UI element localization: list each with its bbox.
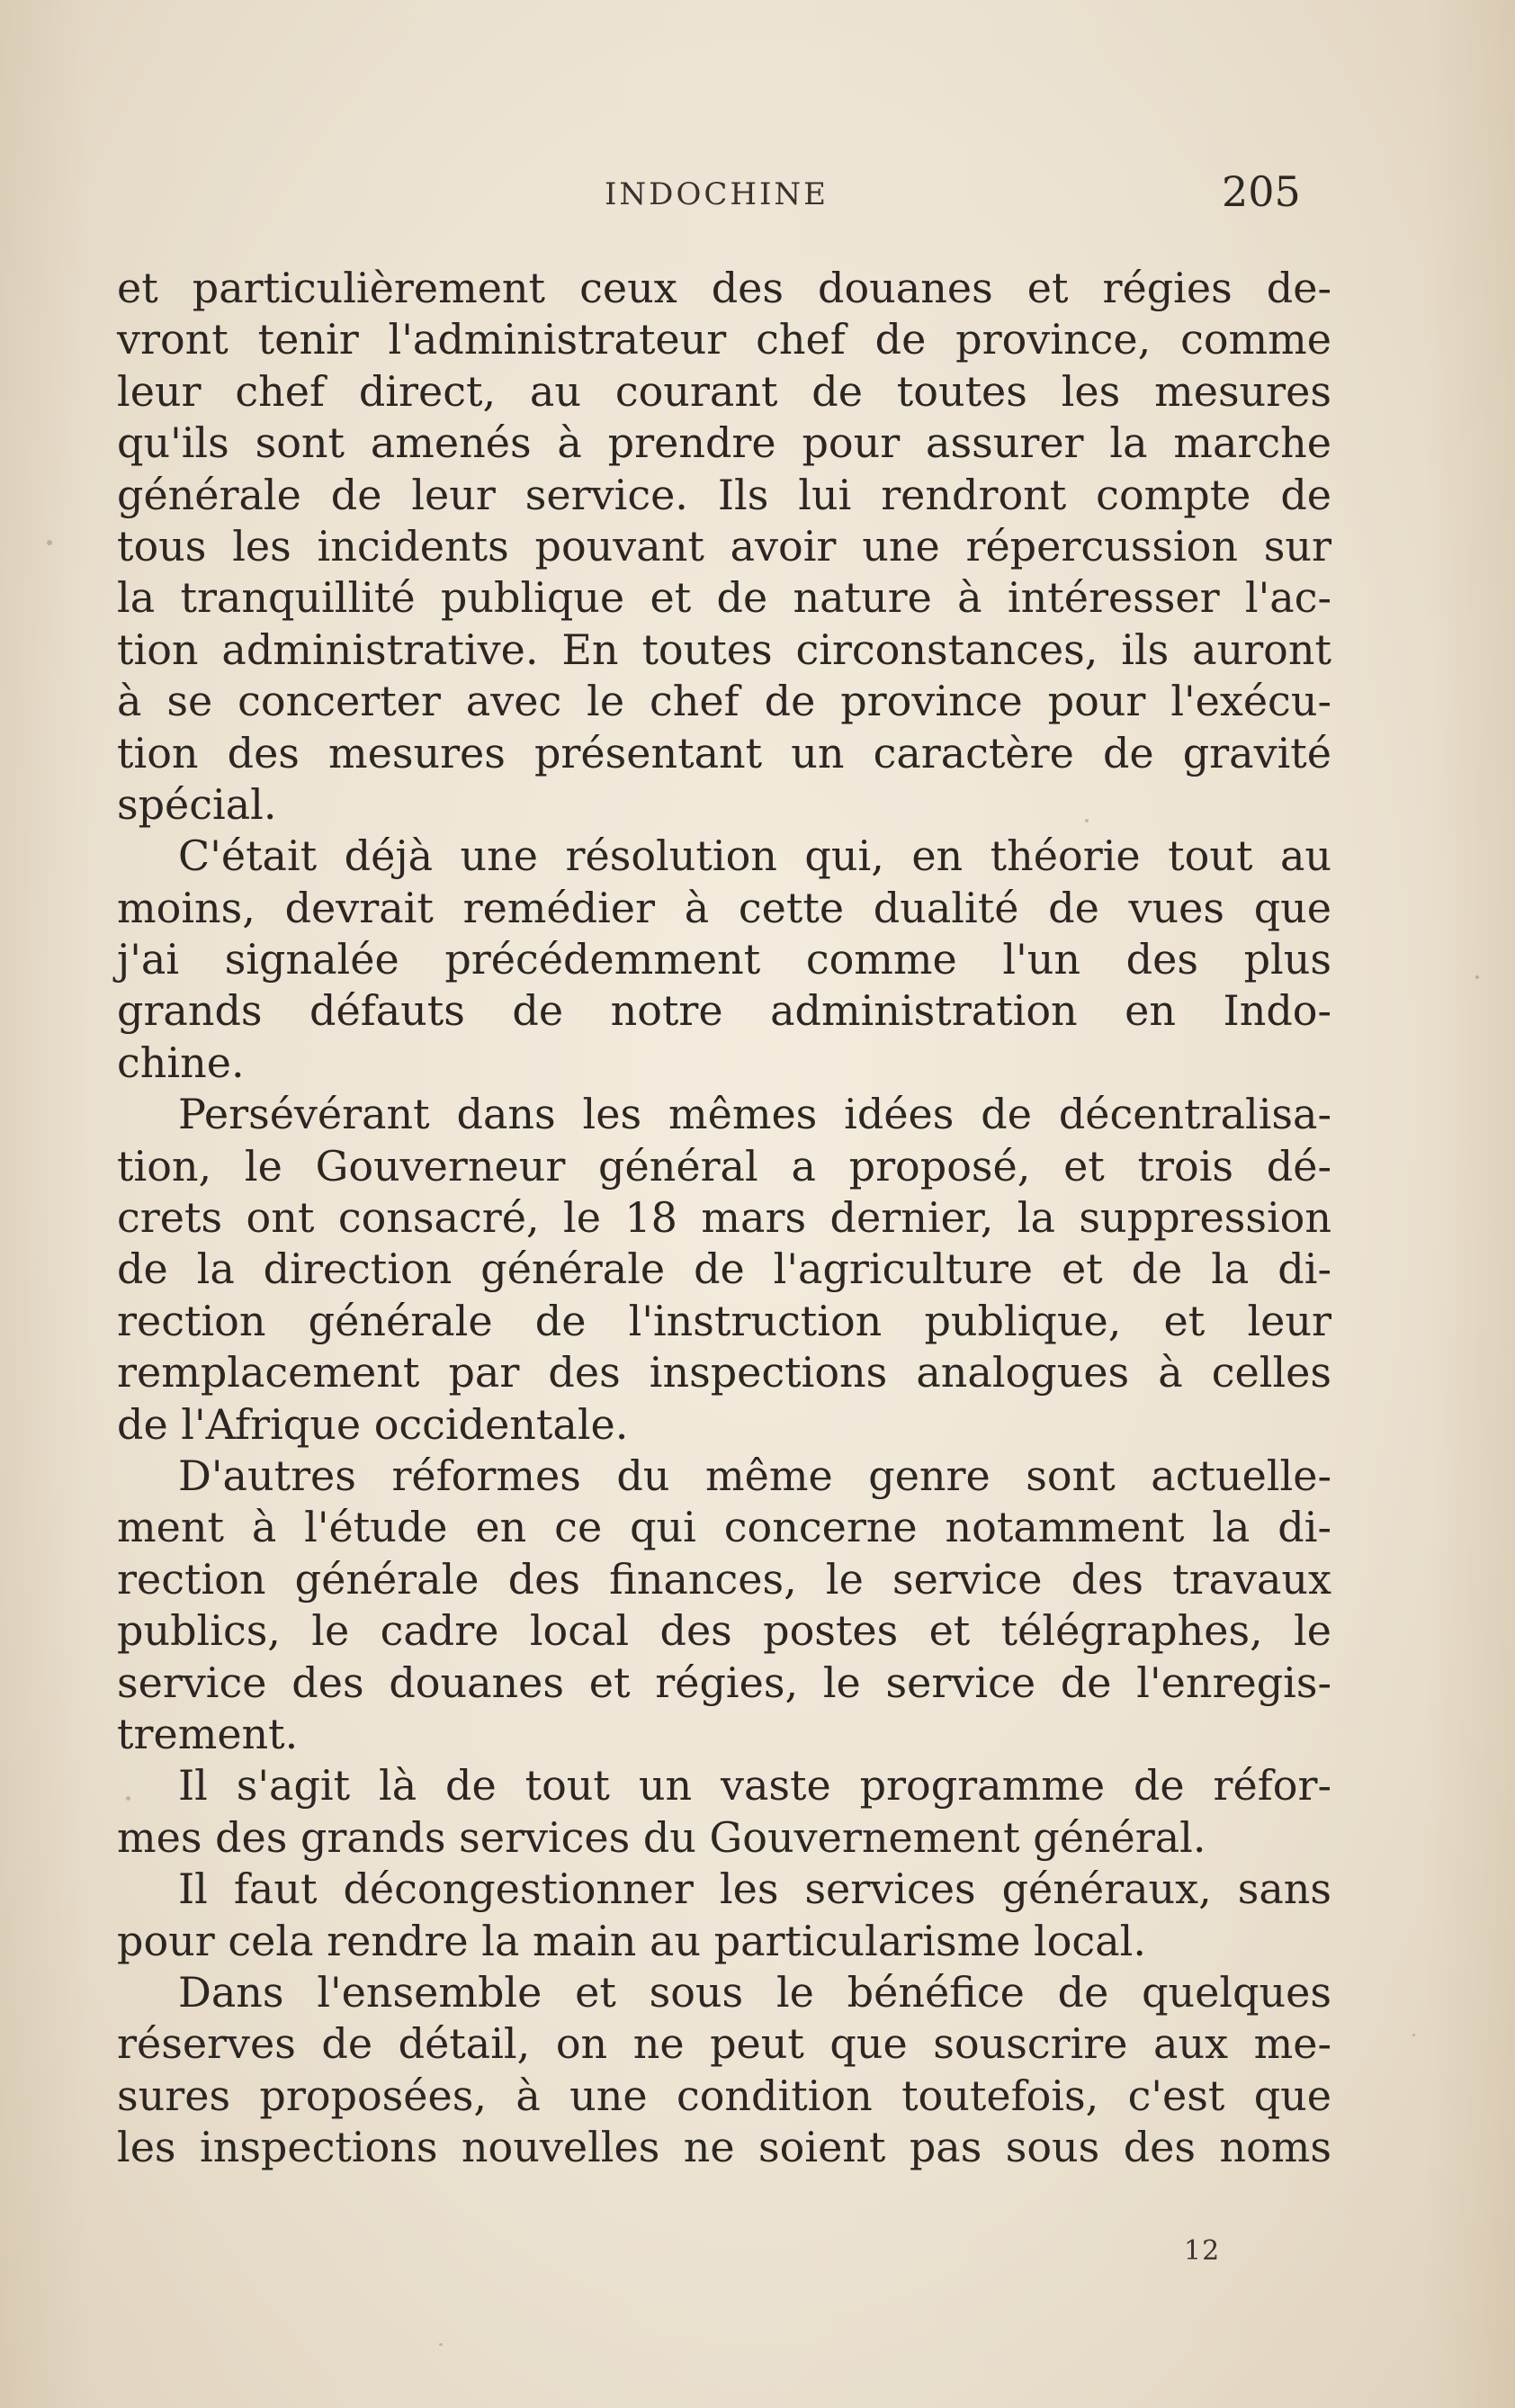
text-line: ment à l'étude en ce qui concerne notamment la di-: [117, 1503, 1331, 1552]
text-line: chine.: [117, 1038, 245, 1087]
paper-speck: [1085, 819, 1089, 822]
text-line: tion administrative. En toutes circonstances, ils auront: [117, 624, 1331, 674]
text-line: service des douanes et régies, le service de l'enregis-: [117, 1658, 1331, 1707]
paper-speck: [439, 2343, 443, 2346]
text-line: leur chef direct, au courant de toutes les mesures: [117, 366, 1331, 416]
text-line: Il faut décongestionner les services généraux, sans: [178, 1864, 1331, 1914]
text-line: qu'ils sont amenés à prendre pour assurer la marche: [117, 418, 1331, 468]
text-line: et particulièrement ceux des douanes et régies de-: [117, 264, 1331, 312]
text-line: trement.: [117, 1709, 299, 1758]
text-line: Il s'agit là de tout un vaste programme de réfor-: [178, 1761, 1331, 1810]
text-line: publics, le cadre local des postes et télégraphes, le: [117, 1606, 1331, 1656]
text-line: spécial.: [117, 779, 277, 829]
text-line: vront tenir l'administrateur chef de province, comme: [117, 315, 1331, 364]
text-line: D'autres réformes du même genre sont actuelle-: [178, 1451, 1331, 1500]
text-line: pour cela rendre la main au particularisme local.: [117, 1916, 1146, 1965]
paper-speck: [1475, 975, 1479, 979]
paper-speck: [1412, 2034, 1415, 2036]
text-line: Dans l'ensemble et sous le bénéfice de quelques: [178, 1967, 1331, 2017]
signature-mark: 12: [1184, 2235, 1221, 2267]
text-line: générale de leur service. Ils lui rendront compte de: [117, 470, 1331, 519]
text-line: sures proposées, à une condition toutefois, c'est que: [117, 2071, 1331, 2120]
paper-speck: [47, 540, 52, 545]
body-text: [117, 263, 1331, 2173]
paper-speck: [126, 1796, 130, 1801]
text-line: de la direction générale de l'agriculture et de la di-: [117, 1244, 1331, 1294]
text-line: C'était déjà une résolution qui, en théorie tout au: [178, 831, 1331, 881]
text-line: crets ont consacré, le 18 mars dernier, la suppression: [117, 1193, 1331, 1243]
text-line: tion des mesures présentant un caractère de gravité: [117, 728, 1331, 777]
text-line: réserves de détail, on ne peut que souscrire aux me-: [117, 2019, 1331, 2069]
text-line: j'ai signalée précédemment comme l'un des plus: [117, 935, 1331, 984]
text-line: la tranquillité publique et de nature à intéresser l'ac-: [117, 573, 1331, 623]
text-line: tous les incidents pouvant avoir une répercussion sur: [117, 521, 1331, 571]
text-line: remplacement par des inspections analogues à celles: [117, 1348, 1331, 1397]
text-line: tion, le Gouverneur général a proposé, et trois dé-: [117, 1141, 1331, 1191]
text-line: de l'Afrique occidentale.: [117, 1399, 629, 1449]
page-number: 205: [1222, 167, 1301, 216]
text-line: rection générale de l'instruction publique, et leur: [117, 1296, 1331, 1345]
text-line: Persévérant dans les mêmes idées de décentralisa-: [178, 1090, 1331, 1139]
running-head: INDOCHINE: [605, 176, 829, 212]
text-line: à se concerter avec le chef de province pour l'exécu-: [117, 677, 1331, 726]
text-line: rection générale des finances, le service des travaux: [117, 1554, 1331, 1604]
text-line: grands défauts de notre administration en Indo-: [117, 986, 1331, 1036]
text-line: mes des grands services du Gouvernement général.: [117, 1812, 1206, 1862]
text-line: les inspections nouvelles ne soient pas sous des noms: [117, 2123, 1331, 2172]
text-line: moins, devrait remédier à cette dualité de vues que: [117, 883, 1331, 932]
